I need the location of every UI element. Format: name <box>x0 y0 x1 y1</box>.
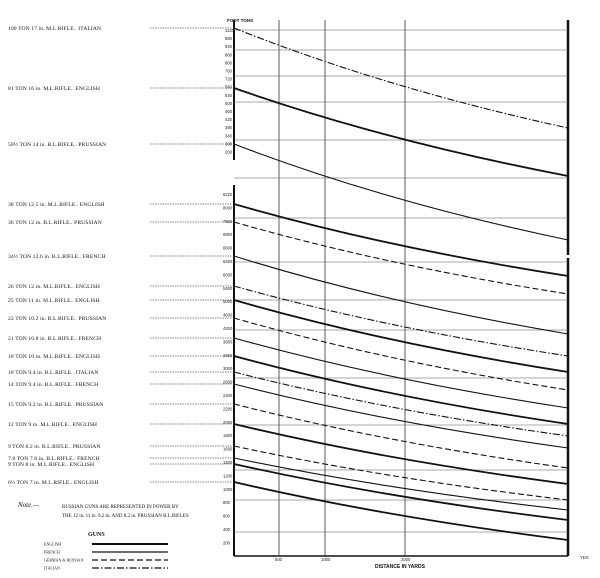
y-tick-label: 6400 <box>223 259 233 264</box>
y-tick-label: 260 <box>225 149 232 155</box>
series-line <box>234 222 568 294</box>
series-line <box>234 458 568 510</box>
y-tick-label: 340 <box>225 133 232 139</box>
y-tick-label: 6800 <box>223 232 233 238</box>
series-label: 7.8 TON 7.8 in. B.L.RIFLE.. FRENCH <box>8 456 100 462</box>
y-tick-label: 720 <box>225 76 232 82</box>
series-label: 34½ TON 12.6 in. B.L.RIFLE.. FRENCH <box>8 254 106 260</box>
series-label: 6½ TON 7 in. M.L.RIFLE.. ENGLISH <box>8 480 99 486</box>
y-tick-label: 880 <box>225 52 232 58</box>
y-tick-label: 2600 <box>223 379 233 385</box>
y-tick-label: 800 <box>225 60 232 66</box>
y-tick-label: 400 <box>223 527 230 532</box>
y-tick-label: 5000 <box>223 299 233 305</box>
note-line-2: THE 12 in. 11 in. 9.2 in. AND 8.2 in. PRUSSIAN B.L.RIFLES <box>62 514 189 519</box>
x-axis-label: DISTANCE IN YARDS <box>375 564 425 570</box>
y-tick-label: 460 <box>225 109 232 114</box>
series-label: 18 TON 10 in. M.L.RIFLE.. ENGLISH <box>8 354 100 360</box>
chart-series <box>234 28 568 540</box>
series-label: 15 TON 9.2 in. B.L.RIFLE.. PRUSSIAN <box>8 402 104 408</box>
y-tick-label: 6000 <box>223 272 233 278</box>
legend-item-label: ENGLISH <box>44 541 62 547</box>
legend-item-label: GERMAN & RUSSIAN <box>44 557 84 563</box>
series-label: 38 TON 12.5 in. M.L.RIFLE.. ENGLISH <box>8 202 105 208</box>
x-axis-end-label: YDS <box>580 555 589 560</box>
y-tick-label: 980 <box>225 36 232 42</box>
y-tick-label: 2400 <box>223 393 233 398</box>
y-tick-label: 1800 <box>223 433 233 439</box>
y-tick-label: 3800 <box>223 339 233 345</box>
y-tick-label: 600 <box>223 513 230 519</box>
y-tick-label: 4600 <box>223 312 233 318</box>
series-label: 9 TON 8 in. M.L.RIFLE.. ENGLISH <box>8 462 95 468</box>
y-tick-label: 940 <box>225 44 232 50</box>
series-line <box>234 464 568 520</box>
y-tick-label: 1400 <box>223 460 233 465</box>
x-tick-label: 500 <box>275 557 282 562</box>
series-line <box>234 144 568 240</box>
series-line <box>234 300 568 372</box>
series-line <box>234 286 568 356</box>
y-tick-label: 5400 <box>223 285 233 291</box>
legend-item-label: ITALIAN <box>44 565 60 571</box>
series-label: 50½ TON 14 in. B.L.RIFLE.. PRUSSIAN <box>8 142 107 148</box>
y-tick-label: 2000 <box>223 419 233 425</box>
series-label: 100 TON 17 in. M.L.RIFLE.. ITALIAN <box>8 26 102 32</box>
x-tick-label: 1000 <box>321 557 331 562</box>
series-label: 14 TON 9.4 in. B.L.RIFLE.. FRENCH <box>8 382 99 388</box>
y-tick-label: 2200 <box>223 406 233 412</box>
y-tick-label: 420 <box>225 117 232 123</box>
y-axis-units: FOOT TONS <box>227 18 254 23</box>
legend-item-label: FRENCH <box>44 549 60 555</box>
series-label: 18 TON 9.4 in. B.L.RIFLE.. ITALIAN <box>8 370 99 376</box>
series-label: 21 TON 10.8 in. B.L.RIFLE.. FRENCH <box>8 336 102 342</box>
y-tick-label: 8220 <box>223 192 233 197</box>
y-tick-label: 500 <box>225 100 232 106</box>
y-tick-label: 7800 <box>223 218 233 224</box>
series-label: 81 TON 16 in. M.L.RIFLE.. ENGLISH <box>8 86 100 92</box>
note-line-1: RUSSIAN GUNS ARE REPRESENTED IN POWER BY <box>62 505 179 510</box>
y-tick-label: 8000 <box>223 205 233 211</box>
y-tick-label: 540 <box>225 92 232 98</box>
y-tick-label: 800 <box>223 500 230 506</box>
note-title: Note.— <box>18 501 40 509</box>
y-tick-label: 300 <box>225 141 232 147</box>
series-line <box>234 356 568 424</box>
y-tick-label: 1200 <box>223 473 233 479</box>
series-line <box>234 446 568 500</box>
x-tick-label: 2000 <box>401 557 411 562</box>
series-label: 12 TON 9 in. M.L.RIFLE.. ENGLISH <box>8 422 98 428</box>
legend <box>44 542 168 571</box>
y-tick-label: 6600 <box>223 245 233 251</box>
y-tick-label: 380 <box>225 125 232 131</box>
series-label: 25 TON 11 in. M.L.RIFLE.. ENGLISH <box>8 298 100 304</box>
series-line <box>234 28 568 128</box>
y-tick-label: 760 <box>225 68 232 74</box>
series-label: 36 TON 12 in. B.L.RIFLE.. PRUSSIAN <box>8 220 102 226</box>
y-tick-label: 1600 <box>223 446 233 452</box>
series-line <box>234 204 568 276</box>
series-label: 26 TON 12 in. M.L.RIFLE.. ENGLISH <box>8 284 100 290</box>
y-tick-label: 580 <box>225 84 232 90</box>
y-tick-label: 200 <box>223 540 230 546</box>
legend-title: GUNS <box>88 532 105 538</box>
series-line <box>234 482 568 540</box>
series-line <box>234 318 568 390</box>
y-tick-label: 3400 <box>223 352 233 358</box>
y-tick-label: 1120 <box>225 28 235 33</box>
y-tick-label: 1000 <box>223 486 233 492</box>
series-label: 22 TON 10.2 in. B.L.RIFLE.. PRUSSIAN <box>8 316 107 322</box>
series-labels <box>8 26 232 486</box>
y-tick-label: 3000 <box>223 366 233 372</box>
y-tick-label: 4200 <box>223 326 233 331</box>
series-label: 9 TON 8.2 in. B.L.RIFLE.. PRUSSIAN <box>8 444 101 450</box>
